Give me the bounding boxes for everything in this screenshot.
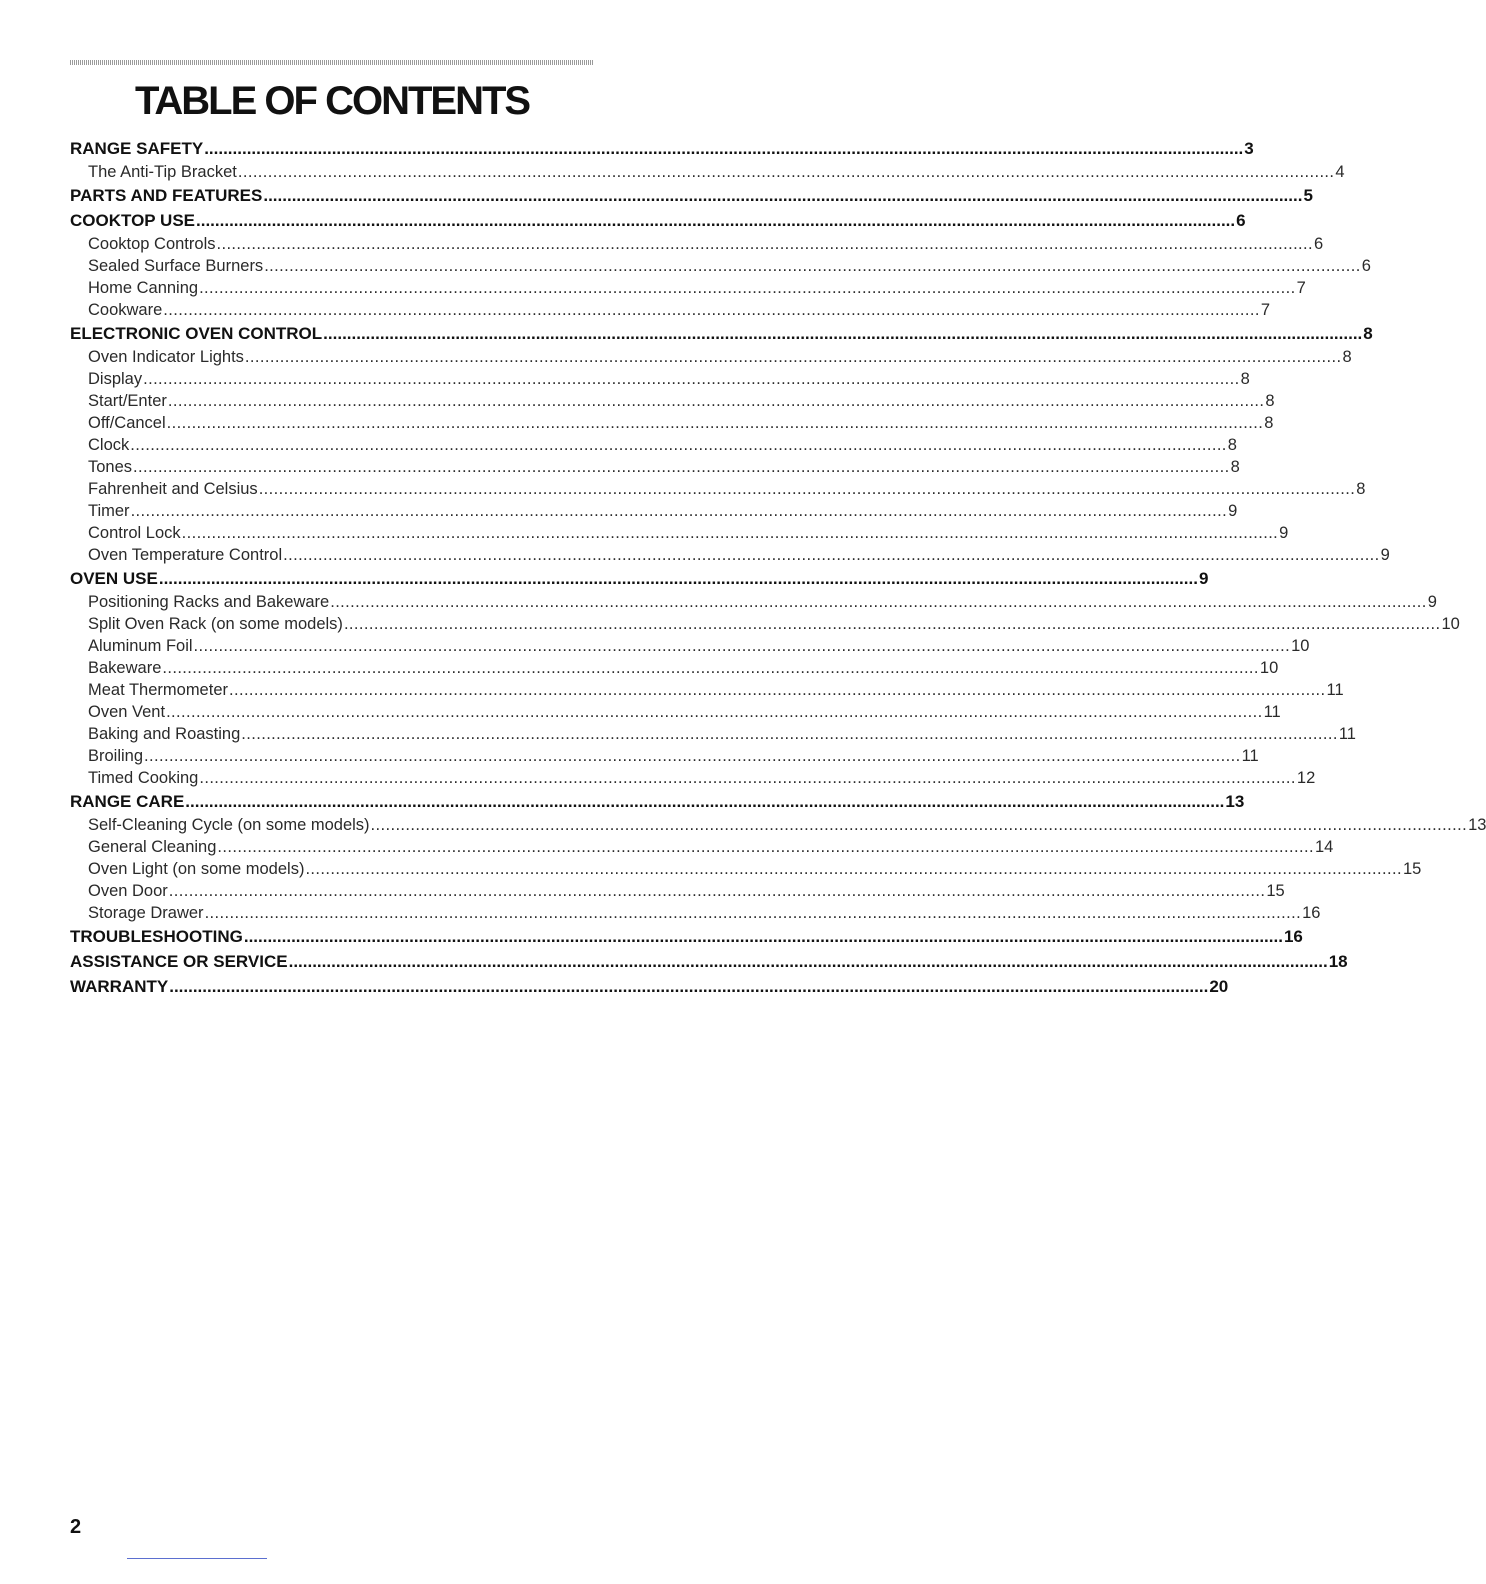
toc-entry-label: Fahrenheit and Celsius — [88, 480, 258, 498]
toc-entry-label: Bakeware — [88, 659, 162, 677]
toc-entry-page-number: 10 — [1259, 659, 1279, 677]
toc-subentry — [70, 767, 1316, 789]
toc-dot-leader: ............................................................................................................................................................................................................................ — [144, 747, 1241, 765]
toc-dot-leader: ............................................................................................................................................................................................................................ — [199, 769, 1296, 787]
toc-entry-page-number: 14 — [1314, 838, 1334, 856]
toc-dot-leader: ............................................................................................................................................................................................................................ — [217, 838, 1314, 856]
toc-subentry — [70, 635, 1310, 657]
toc-section-entry — [70, 789, 1245, 814]
toc-section-entry — [70, 924, 1303, 949]
toc-entry-label: Oven Door — [88, 882, 168, 900]
toc-entry-label: The Anti-Tip Bracket — [88, 163, 237, 181]
toc-entry-page-number: 3 — [1244, 139, 1254, 158]
toc-entry-page-number: 11 — [1263, 703, 1281, 721]
toc-entry-label: Positioning Racks and Bakeware — [88, 593, 330, 611]
toc-subentry — [70, 858, 1422, 880]
toc-entry-page-number: 8 — [1227, 436, 1237, 454]
toc-entry-page-number: 11 — [1326, 681, 1344, 699]
toc-entry-label: Control Lock — [88, 524, 181, 542]
page-title: TABLE OF CONTENTS — [134, 79, 530, 123]
toc-subentry — [70, 613, 1460, 635]
toc-dot-leader: ............................................................................................................................................................................................................................ — [168, 882, 1266, 900]
toc-subentry — [70, 277, 1306, 299]
toc-dot-leader: ............................................................................................................................................................................................................................ — [162, 659, 1259, 677]
toc-entry-page-number: 8 — [1356, 480, 1366, 498]
toc-entry-page-number: 16 — [1302, 904, 1321, 922]
toc-dot-leader: ............................................................................................................................................................................................................................ — [264, 257, 1361, 275]
toc-entry-page-number: 6 — [1314, 235, 1324, 253]
toc-entry-page-number: 5 — [1303, 186, 1313, 205]
toc-entry-label: PARTS AND FEATURES — [70, 186, 263, 205]
toc-entry-page-number: 9 — [1427, 593, 1437, 611]
bottom-divider — [127, 1558, 267, 1559]
toc-dot-leader: ............................................................................................................................................................................................................................ — [258, 480, 1356, 498]
toc-dot-leader: ............................................................................................................................................................................................................................ — [263, 186, 1303, 205]
toc-subentry — [70, 902, 1321, 924]
toc-entry-label: Timer — [88, 502, 130, 520]
toc-entry-page-number: 20 — [1209, 977, 1229, 996]
toc-entry-label: Cookware — [88, 301, 163, 319]
toc-dot-leader: ............................................................................................................................................................................................................................ — [243, 927, 1283, 946]
toc-entry-label: General Cleaning — [88, 838, 217, 856]
toc-entry-page-number: 15 — [1402, 860, 1422, 878]
toc-subentry — [70, 814, 1486, 836]
toc-entry-label: Oven Vent — [88, 703, 166, 721]
toc-entry-page-number: 4 — [1335, 163, 1345, 181]
toc-subentry — [70, 299, 1271, 321]
toc-entry-page-number: 10 — [1291, 637, 1310, 655]
toc-entry-label: Timed Cooking — [88, 769, 199, 787]
toc-dot-leader: ............................................................................................................................................................................................................................ — [283, 546, 1380, 564]
page-number: 2 — [70, 1516, 82, 1538]
toc-dot-leader: ............................................................................................................................................................................................................................ — [166, 703, 1263, 721]
toc-entry-page-number: 8 — [1230, 458, 1240, 476]
toc-subentry — [70, 657, 1279, 679]
toc-entry-label: WARRANTY — [70, 977, 169, 996]
toc-entry-label: Off/Cancel — [88, 414, 166, 432]
toc-entry-label: Start/Enter — [88, 392, 167, 410]
table-of-contents — [70, 136, 1486, 999]
toc-dot-leader: ............................................................................................................................................................................................................................ — [323, 324, 1363, 343]
toc-subentry — [70, 233, 1324, 255]
toc-subentry — [70, 591, 1437, 613]
toc-dot-leader: ............................................................................................................................................................................................................................ — [130, 502, 1228, 520]
toc-entry-page-number: 8 — [1342, 348, 1352, 366]
toc-entry-label: Clock — [88, 436, 130, 454]
toc-dot-leader: ............................................................................................................................................................................................................................ — [241, 725, 1338, 743]
toc-entry-label: Aluminum Foil — [88, 637, 193, 655]
toc-dot-leader: ............................................................................................................................................................................................................................ — [169, 977, 1209, 996]
toc-dot-leader: ............................................................................................................................................................................................................................ — [370, 816, 1468, 834]
toc-dot-leader: ............................................................................................................................................................................................................................ — [204, 139, 1244, 158]
toc-entry-label: Self-Cleaning Cycle (on some models) — [88, 816, 370, 834]
toc-subentry — [70, 390, 1275, 412]
toc-entry-page-number: 11 — [1241, 747, 1259, 765]
toc-entry-page-number: 8 — [1363, 324, 1373, 343]
toc-entry-label: RANGE SAFETY — [70, 139, 204, 158]
toc-entry-label: TROUBLESHOOTING — [70, 927, 243, 946]
toc-dot-leader: ............................................................................................................................................................................................................................ — [343, 615, 1441, 633]
toc-entry-label: Oven Temperature Control — [88, 546, 283, 564]
toc-subentry — [70, 679, 1344, 701]
toc-dot-leader: ............................................................................................................................................................................................................................ — [330, 593, 1427, 611]
toc-subentry — [70, 522, 1289, 544]
toc-dot-leader: ............................................................................................................................................................................................................................ — [229, 681, 1326, 699]
toc-entry-label: Sealed Surface Burners — [88, 257, 264, 275]
toc-entry-label: COOKTOP USE — [70, 211, 196, 230]
toc-dot-leader: ............................................................................................................................................................................................................................ — [244, 348, 1342, 366]
toc-subentry — [70, 412, 1274, 434]
toc-entry-label: Oven Indicator Lights — [88, 348, 244, 366]
toc-entry-page-number: 13 — [1225, 792, 1245, 811]
toc-entry-label: Broiling — [88, 747, 144, 765]
toc-section-entry — [70, 974, 1229, 999]
toc-dot-leader: ............................................................................................................................................................................................................................ — [166, 414, 1264, 432]
toc-subentry — [70, 368, 1250, 390]
toc-entry-label: ASSISTANCE OR SERVICE — [70, 952, 288, 971]
toc-entry-page-number: 6 — [1361, 257, 1371, 275]
toc-dot-leader: ............................................................................................................................................................................................................................ — [167, 392, 1265, 410]
toc-section-entry — [70, 566, 1209, 591]
toc-subentry — [70, 500, 1238, 522]
toc-dot-leader: ............................................................................................................................................................................................................................ — [216, 235, 1314, 253]
toc-dot-leader: ............................................................................................................................................................................................................................ — [199, 279, 1296, 297]
toc-entry-label: ELECTRONIC OVEN CONTROL — [70, 324, 323, 343]
toc-subentry — [70, 434, 1237, 456]
toc-entry-page-number: 7 — [1296, 279, 1306, 297]
toc-subentry — [70, 478, 1366, 500]
toc-entry-page-number: 8 — [1265, 392, 1275, 410]
toc-subentry — [70, 880, 1285, 902]
toc-subentry — [70, 544, 1390, 566]
toc-entry-page-number: 7 — [1260, 301, 1271, 319]
toc-section-entry — [70, 949, 1348, 974]
toc-dot-leader: ............................................................................................................................................................................................................................ — [288, 952, 1328, 971]
toc-section-entry — [70, 136, 1254, 161]
toc-dot-leader: ............................................................................................................................................................................................................................ — [143, 370, 1240, 388]
top-decorative-rule — [70, 60, 594, 65]
toc-entry-label: Meat Thermometer — [88, 681, 228, 699]
toc-entry-page-number: 9 — [1380, 546, 1390, 564]
toc-entry-page-number: 9 — [1198, 569, 1209, 588]
toc-entry-label: Baking and Roasting — [88, 725, 241, 743]
toc-entry-label: Display — [88, 370, 143, 388]
toc-entry-page-number: 13 — [1468, 816, 1486, 834]
toc-entry-label: RANGE CARE — [70, 792, 185, 811]
toc-entry-label: Oven Light (on some models) — [88, 860, 305, 878]
toc-subentry — [70, 255, 1371, 277]
toc-subentry — [70, 346, 1352, 368]
toc-entry-label: Cooktop Controls — [88, 235, 216, 253]
toc-dot-leader: ............................................................................................................................................................................................................................ — [185, 792, 1225, 811]
toc-dot-leader: ............................................................................................................................................................................................................................ — [196, 211, 1236, 230]
toc-entry-page-number: 6 — [1236, 211, 1246, 230]
toc-entry-label: Split Oven Rack (on some models) — [88, 615, 343, 633]
toc-dot-leader: ............................................................................................................................................................................................................................ — [133, 458, 1230, 476]
toc-entry-page-number: 16 — [1283, 927, 1303, 946]
toc-section-entry — [70, 321, 1373, 346]
toc-entry-page-number: 8 — [1240, 370, 1250, 388]
toc-entry-page-number: 18 — [1328, 952, 1348, 971]
toc-subentry — [70, 723, 1356, 745]
toc-entry-page-number: 9 — [1228, 502, 1238, 520]
toc-dot-leader: ............................................................................................................................................................................................................................ — [204, 904, 1302, 922]
toc-entry-page-number: 15 — [1266, 882, 1285, 900]
toc-subentry — [70, 745, 1259, 767]
toc-entry-label: Tones — [88, 458, 133, 476]
toc-entry-page-number: 9 — [1279, 524, 1289, 542]
toc-entry-page-number: 10 — [1441, 615, 1460, 633]
toc-entry-page-number: 8 — [1264, 414, 1274, 432]
toc-dot-leader: ............................................................................................................................................................................................................................ — [237, 163, 1335, 181]
toc-dot-leader: ............................................................................................................................................................................................................................ — [305, 860, 1402, 878]
toc-section-entry — [70, 183, 1313, 208]
toc-subentry — [70, 456, 1240, 478]
toc-entry-page-number: 12 — [1296, 769, 1316, 787]
toc-entry-label: Storage Drawer — [88, 904, 204, 922]
toc-subentry — [70, 161, 1345, 183]
toc-entry-label: OVEN USE — [70, 569, 158, 588]
toc-entry-page-number: 11 — [1338, 725, 1356, 743]
toc-subentry — [70, 836, 1334, 858]
toc-dot-leader: ............................................................................................................................................................................................................................ — [181, 524, 1279, 542]
toc-dot-leader: ............................................................................................................................................................................................................................ — [163, 301, 1260, 319]
toc-entry-label: Home Canning — [88, 279, 199, 297]
toc-dot-leader: ............................................................................................................................................................................................................................ — [130, 436, 1227, 454]
toc-dot-leader: ............................................................................................................................................................................................................................ — [158, 569, 1198, 588]
toc-section-entry — [70, 208, 1246, 233]
toc-dot-leader: ............................................................................................................................................................................................................................ — [193, 637, 1291, 655]
toc-subentry — [70, 701, 1281, 723]
